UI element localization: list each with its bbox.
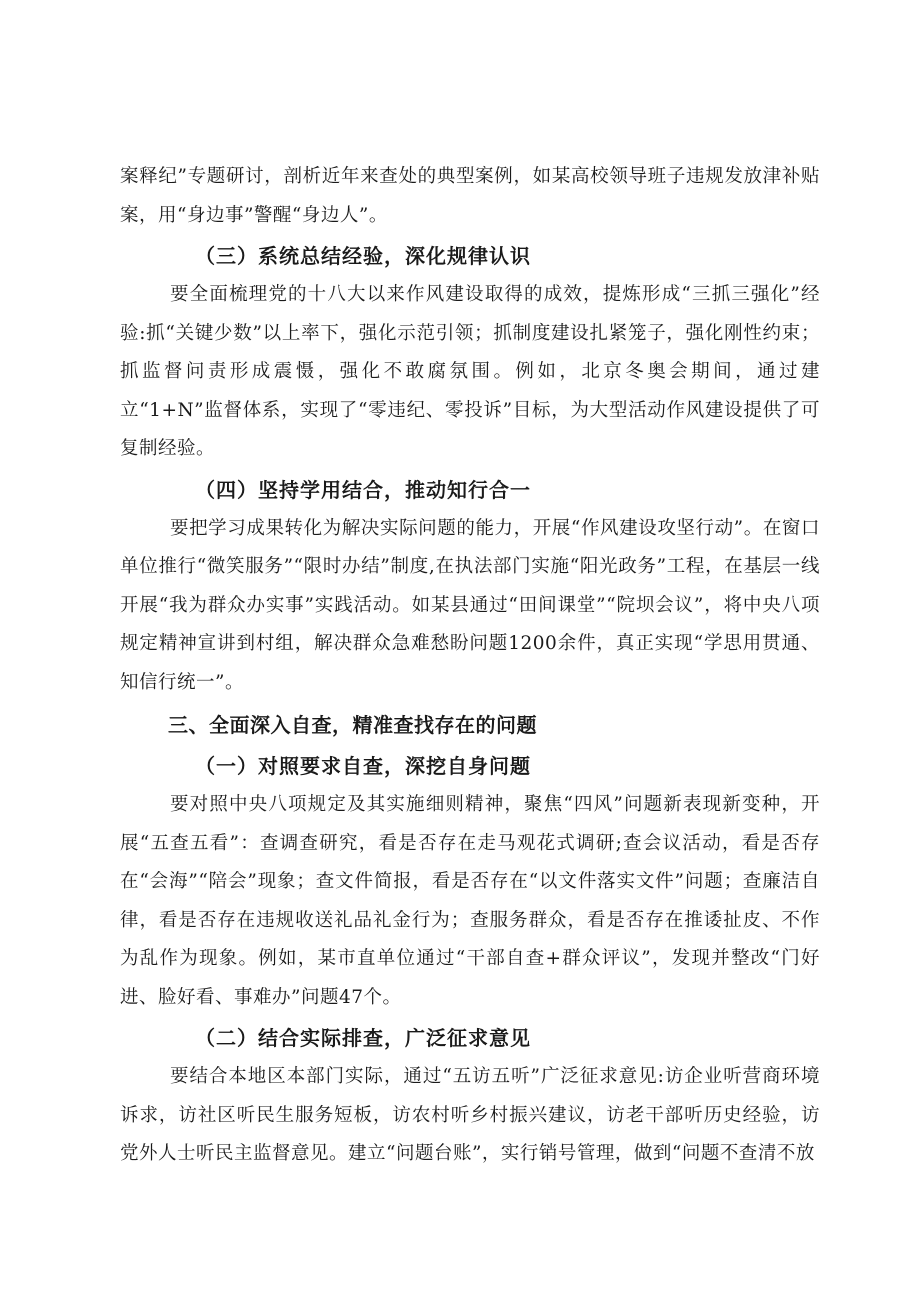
subsection-heading-four: （四）坚持学用结合，推动知行合一 xyxy=(195,477,531,502)
paragraph: 要把学习成果转化为解决实际问题的能力，开展“作风建设攻坚行动”。在窗口单位推行“微笑服务”“限时办结”制度,在执法部门实施“阳光政务”工程，在基层一线开展“我为群众办实事”实践活动。如某县通过“田间课堂”“院坝会议”，将中央八项规定精神宣讲到村组，解决群众急难愁盼问题1200余件，真正实现“学思用贯通、知信行统一”。 xyxy=(120,517,820,693)
paragraph-continued: 案释纪”专题研讨，剖析近年来查处的典型案例，如某高校领导班子违规发放津补贴案，用“身边事”警醒“身边人”。 xyxy=(120,166,820,226)
document-body xyxy=(120,158,820,1174)
paragraph: 要结合本地区本部门实际，通过“五访五听”广泛征求意见:访企业听营商环境诉求，访社区听民生服务短板，访农村听乡村振兴建议，访老干部听历史经验，访党外人士听民主监督意见。建立“问题台账”，实行销号管理，做到“问题不查清不放 xyxy=(120,1066,820,1164)
subsection-heading-one: （一）对照要求自查，深挖自身问题 xyxy=(195,754,531,778)
paragraph: 要全面梳理党的十八大以来作风建设取得的成效，提炼形成“三抓三强化”经验:抓“关键少数”以上率下，强化示范引领；抓制度建设扎紧笼子，强化刚性约束；抓监督问责形成震慑，强化不敢腐氛围。例如，北京冬奥会期间，通过建立“1+N”监督体系，实现了“零违纪、零投诉”目标，为大型活动作风建设提供了可复制经验。 xyxy=(120,284,820,459)
subsection-heading-two: （二）结合实际排查，广泛征求意见 xyxy=(195,1026,531,1050)
paragraph: 要对照中央八项规定及其实施细则精神，聚焦“四风”问题新表现新变种，开展“五查五看”：查调查研究，看是否存在走马观花式调研;查会议活动，看是否存在“会海”“陪会”现象；查文件简报，看是否存在“以文件落实文件”问题；查廉洁自律，看是否存在违规收送礼品礼金行为；查服务群众，看是否存在推诿扯皮、不作为乱作为现象。例如，某市直单位通过“干部自查+群众评议”，发现并整改“门好进、脸好看、事难办”问题47个。 xyxy=(120,794,820,1008)
subsection-heading-three: （三）系统总结经验，深化规律认识 xyxy=(195,244,531,268)
section-heading-three: 三、全面深入自查，精准查找存在的问题 xyxy=(168,713,537,737)
